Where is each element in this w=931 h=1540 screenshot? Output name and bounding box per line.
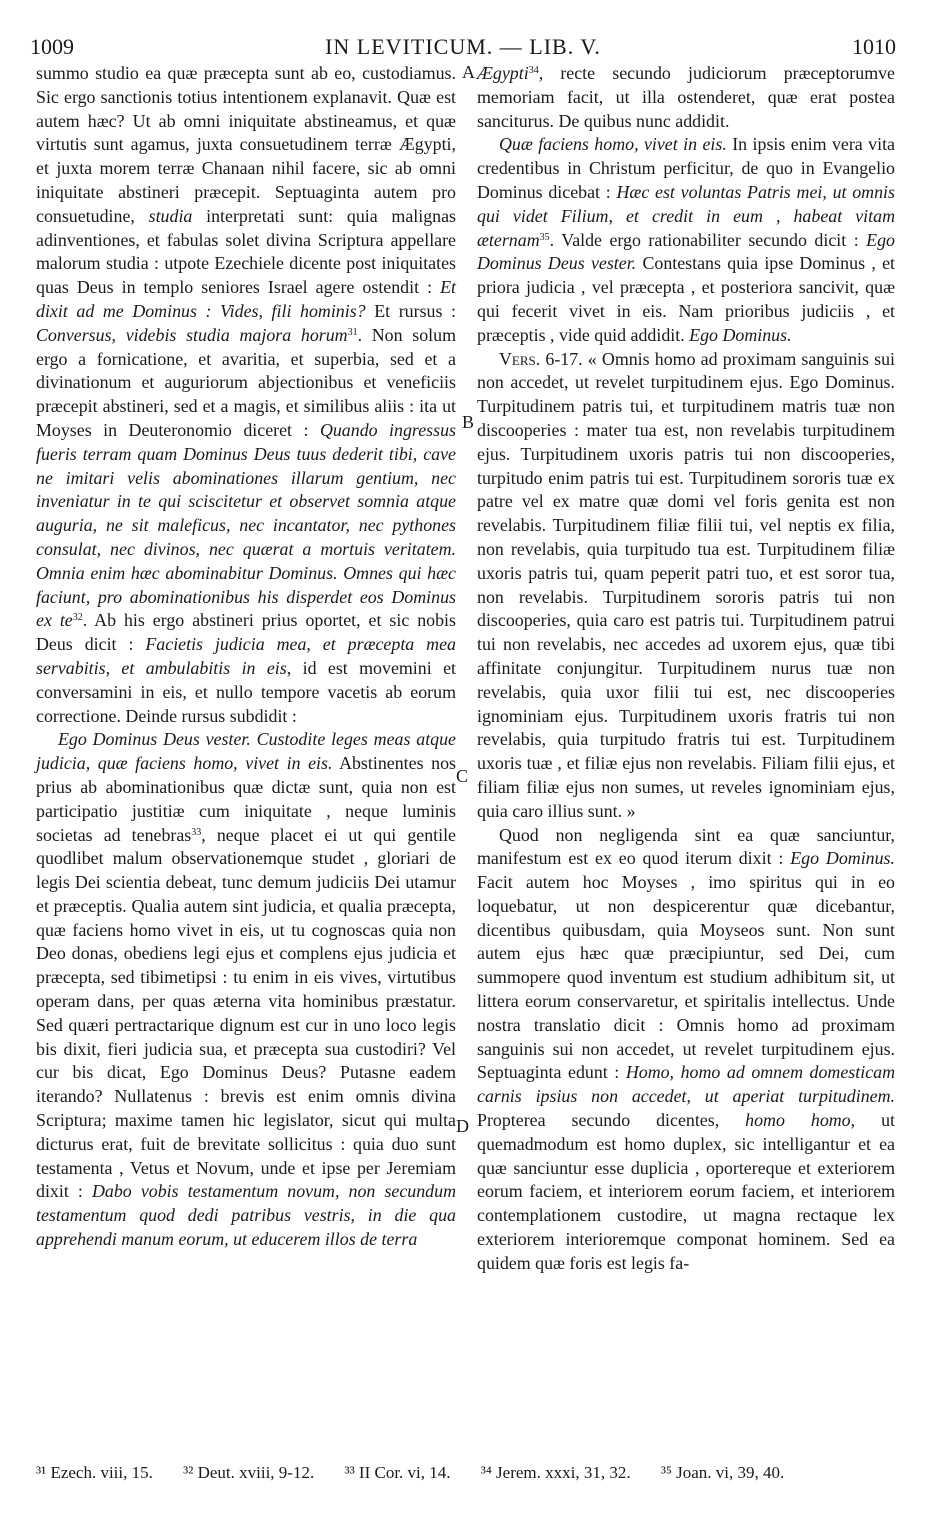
margin-letter-a: A <box>462 62 475 82</box>
footnote-34: ³⁴ Jerem. xxxi, 31, 32. <box>480 1463 631 1482</box>
left-paragraph-1: summo studio ea quæ præcepta sunt ab eo, custodiamus. Sic ergo sanctionis totius intentionem explanavit. Quæ est autem hæc? Ut ab omni iniquitate abstineamus, et quæ virtutis sunt agamus, juxta consuetudinem terræ Ægypti, et juxta morem terræ Chanaan nihil facere, sic ab omni iniquitate abstineri præcepit. Septuaginta autem pro consuetudine, studia interpretati sunt: quia malignas adinventiones, et fabulas solet divina Scriptura appellare malorum studia : utpote Ezechiele dicente post iniquitates quas Deus in templo seniores Israel agere ostendit : Et dixit ad me Dominus : Vides, fili hominis? Et rursus : Conversus, videbis studia majora horum$^{31}$. Non solum ergo a fornicatione, et avaritia, et superbia, sed et a divinationum et auguriorum abjectionibus et veneficiis præcepit abstineri, sed et a magis, et similibus aliis : ita ut Moyses in Deuteronomio diceret : Quando ingressus fueris terram quam Dominus Deus tuus dederit tibi, cave ne imitari velis abominationes illarum gentium, nec inveniatur in te qui sciscitetur et observet somnia atque auguria, ne sit maleficus, nec incantator, nec pythones consulat, nec divinos, nec quærat a mortuis veritatem. Omnia enim hæc abominabitur Dominus. Omnes qui hæc faciunt, pro abominationibus his disperdet eos Dominus ex $te^{32}$. Ab his ergo abstineri prius oportet, et sic nobis Deus dicit : Facietis judicia mea, et præcepta mea servabitis, et ambulabitis in eis, id est movemini et conversamini in eis, et nullo tempore vacetis ab eorum correctione. Deinde rursus subdidit : <box>36 63 457 726</box>
right-paragraph-2: Quæ faciens homo, vivet in eis. In ipsis enim vera vita credentibus in Christum perficitur, de quo in Evangelio Dominus dicebat : Hæc est voluntas Patris mei, ut omnis qui videt Filium, et credit in eum , habeat vitam æternam$^{35}$. Valde ergo rationabiliter secundo dicit : Ego Dominus Deus vester. Contestans quia ipse Dominus , et priora judicia , vel præcepta , et posteriora sancivit, quæ qui fecerit vivet in eis. Nam prioribus judiciis , et præceptis , vide quid addidit. Ego Dominus. <box>477 134 895 345</box>
margin-letter-d: D <box>456 1116 469 1136</box>
right-paragraph-4: Quod non negligenda sint ea quæ sanciuntur, manifestum est ex eo quod iterum dixit : Ego Dominus. Facit autem hoc Moyses , imo spiritus qui in eo loquebatur, ut non despicerentur quæ dicebantur, dicentibus quibusdam, quia Moyseos sunt. Non sunt autem ejus hæc quæ præcipiuntur, sed Dei, cum summopere quod inventum est studium adhibitum sit, ut littera eorum conservaretur, et spiritalis intellectus. Unde nostra translatio dicit : Omnis homo ad proximam sanguinis sui non accedet, ut revelet turpitudinem ejus. Septuaginta edunt : Homo, homo ad omnem domesticam carnis ipsius non accedet, ut aperiat turpitudinem. Propterea secundo dicentes, homo homo, ut quemadmodum est homo duplex, sic intelligantur et ea quæ sanciuntur esse duplicia , oportereque et exteriorem eorum faciem, et interiorem eorum faciem, et interiorem contemplationem custodire, ut magna rectaque lex exteriorem interioremque componat hominem. Sed ea quidem quæ foris est legis fa- <box>477 824 895 1273</box>
footnote-31: ³¹ Ezech. viii, 15. <box>36 1463 153 1482</box>
running-title: IN LEVITICUM. — LIB. V. <box>325 34 601 59</box>
page-number-left: 1009 <box>30 34 74 59</box>
left-paragraph-2: Ego Dominus Deus vester. Custodite leges meas atque judicia, quæ faciens homo, vivet in eis. Abstinentes nos prius ab abominationibus quæ dictæ sunt, quia non est participatio justitiæ cum iniquitate , neque luminis societas ad tenebras$^{33}$, neque placet ei ut qui gentile quodlibet malum observationemque studet , gloriari de legis Dei scientia debeat, tunc demum judiciis Dei utamur et præceptis. Qualia autem sint judicia, et qualia præcepta, quæ faciens homo vivet in eis, ut tu cognoscas quia non Deo donas, obediens legi ejus et complens ejus judicia et præcepta, sed tibimetipsi : tu enim in eis vives, virtutibus operam dans, per quas æterna vita hominibus præstatur. Sed quæri pertractarique dignum est cur in uno loco legis bis dixit, fieri judicia sua, et præcepta sua custodiri? Vel cur bis dicat, Ego Dominus Deus? Putasne eadem iterando? Nullatenus : brevis est enim omnis divina Scriptura; maxime tamen hic legislator, sicut qui multa dicturus erat, fuit de brevitate sollicitus : quia duo sunt testamenta , Vetus et Novum, unde et ipse per Jeremiam dixit : Dabo vobis testamentum novum, non secundum testamentum quod dedi patribus vestris, in die qua apprehendi manum eorum, ut educerem illos de terra <box>36 729 456 1250</box>
footnote-ref-32[interactable]: 32 <box>72 612 83 624</box>
footnote-ref-33[interactable]: 33 <box>191 826 202 838</box>
footnote-ref-35[interactable]: 35 <box>539 231 550 243</box>
footnotes <box>36 1462 896 1484</box>
right-paragraph-1: Ægypti$^{34}$, recte secundo judiciorum præceptorumve memoriam facit, ut illa ostenderet, quæ erat postea sanciturus. De quibus nunc addidit. <box>477 63 895 131</box>
footnote-33: ³³ II Cor. vi, 14. <box>344 1463 451 1482</box>
footnote-35: ³⁵ Joan. vi, 39, 40. <box>660 1463 785 1482</box>
footnote-ref-34[interactable]: 34 <box>528 65 539 76</box>
margin-letter-b: B <box>462 412 475 432</box>
right-paragraph-3: Vers. 6-17. « Omnis homo ad proximam sanguinis sui non accedet, ut revelet turpitudinem ejus. Ego Dominus. Turpitudinem patris tui, et turpitudinem matris tuæ non discooperies : mater tua est, non revelabis turpitudinem ejus. Turpitudinem uxoris patris tui non discooperies, turpitudo enim patris tui est. Turpitudinem sororis tuæ ex patre vel ex matre quæ domi vel foris genita est non revelabis. Turpitudinem filiæ filii tui, vel neptis ex filia, non revelabis, quia turpitudo tua est. Turpitudinem filiæ uxoris patris tui, quam peperit patri tuo, et est soror tua, non revelabis. Turpitudinem sororis patris tui non discooperies, quia caro est patris tui. Turpitudinem patrui tui non revelabis, nec accedes ad uxorem ejus, quæ tibi affinitate conjungitur. Turpitudinem nurus tuæ non revelabis, quia uxor filii tui est, nec discooperies ignominiam ejus. Turpitudinem uxoris fratris tui non revelabis, quia turpitudo fratris tui est. Turpitudinem uxoris tuæ , et filiæ ejus non revelabis. Filiam filii ejus, et filiam filiæ ejus non sumes, ut reveles ignominiam ejus, quia caro illius sunt. » <box>477 348 895 821</box>
margin-letter-c: C <box>456 766 469 786</box>
running-header <box>30 34 896 64</box>
right-column <box>477 62 895 1276</box>
page-number-right: 1010 <box>852 34 896 59</box>
left-column <box>36 62 456 1252</box>
verse-reference: Vers. 6-17. <box>499 348 583 369</box>
footnote-ref-31[interactable]: 31 <box>347 326 358 338</box>
footnote-32: ³² Deut. xviii, 9-12. <box>183 1463 315 1482</box>
